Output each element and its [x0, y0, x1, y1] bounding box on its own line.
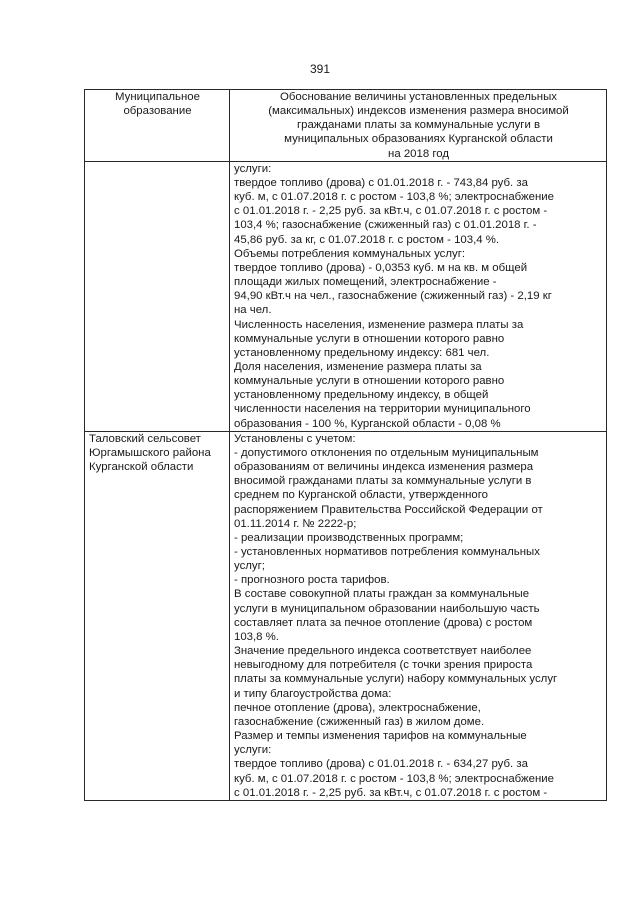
municipality-cell [85, 431, 230, 800]
text-line: установленному предельному индексу, в общей [234, 389, 489, 402]
text-line: площади жилых помещений, электроснабжение - [234, 276, 497, 289]
text-line: вносимой гражданами платы за коммунальные услуги в [234, 475, 532, 488]
text-line: услуг; [234, 560, 265, 573]
header-line: Обоснование величины установленных предельных [280, 91, 557, 103]
text-line: 103,4 %; газоснабжение (сжиженный газ) с 01.01.2018 г. - [234, 219, 537, 232]
text-line: Доля населения, изменение размера платы за [234, 360, 482, 373]
text-line: - прогнозного роста тарифов. [234, 574, 390, 587]
text-line: В составе совокупной платы граждан за коммунальные [234, 588, 530, 601]
text-line: Значение предельного индекса соответствует наиболее [234, 645, 532, 658]
header-line: (максимальных) индексов изменения размера вносимой [268, 105, 569, 118]
table-row [85, 161, 607, 431]
text-line: и типу благоустройства дома: [234, 687, 392, 700]
justification-cell [230, 161, 607, 431]
text-line: распоряжением Правительства Российской Федерации от [234, 503, 543, 516]
text-line: невыгодному для потребителя (с точки зрения прироста [234, 659, 533, 672]
text-line: Курганской области [89, 461, 194, 474]
text-line: газоснабжение (сжиженный газ) в жилом доме. [234, 715, 485, 728]
text-line: - реализации производственных программ; [234, 531, 464, 544]
text-line: платы за коммунальные услуги) набору коммунальных услуг [234, 673, 558, 686]
text-line: коммунальные услуги в отношении которого равно [234, 332, 505, 345]
text-line: Размер и темпы изменения тарифов на коммунальные [234, 730, 527, 743]
table-row [85, 431, 607, 800]
header-justification [230, 90, 607, 162]
header-line: муниципальных образованиях Курганской области [284, 133, 553, 146]
text-line: на чел. [234, 304, 272, 317]
text-line: 01.11.2014 г. № 2222-р; [234, 517, 357, 530]
text-line: услуги в муниципальном образовании наибольшую часть [234, 602, 540, 615]
text-line: услуги: [234, 744, 272, 757]
header-municipality [85, 90, 230, 162]
text-line: 94,90 кВт.ч на чел., газоснабжение (сжиженный газ) - 2,19 кг [234, 290, 552, 303]
text-line: твердое топливо (дрова) с 01.01.2018 г. - 743,84 руб. за [234, 176, 528, 189]
text-line: с 01.01.2018 г. - 2,25 руб. за кВт.ч, с 01.07.2018 г. с ростом - [234, 205, 548, 218]
tariff-justification-table [84, 89, 607, 801]
text-line: среднем по Курганской области, утвержденного [234, 489, 488, 502]
page-number: 391 [309, 62, 331, 76]
text-line: образования - 100 %, Курганской области - 0,08 % [234, 417, 501, 430]
table-header-row [85, 90, 607, 162]
text-line: Таловский сельсовет [89, 432, 201, 445]
text-line: Объемы потребления коммунальных услуг: [234, 247, 466, 260]
header-line: образование [123, 105, 192, 118]
text-line: с 01.01.2018 г. - 2,25 руб. за кВт.ч, с 01.07.2018 г. с ростом - [234, 786, 548, 799]
text-line: - допустимого отклонения по отдельным муниципальным [234, 446, 539, 459]
header-line: на 2018 год [388, 147, 449, 160]
text-line: Юргамышского района [89, 446, 211, 459]
municipality-cell [85, 161, 230, 431]
text-line: составляет плата за печное отопление (дрова) с ростом [234, 616, 533, 629]
text-line: 103,8 %. [234, 630, 279, 643]
text-line: куб. м, с 01.07.2018 г. с ростом - 103,8 %; электроснабжение [234, 772, 555, 785]
text-line: твердое топливо (дрова) - 0,0353 куб. м на кв. м общей [234, 261, 528, 274]
header-line: гражданами платы за коммунальные услуги в [296, 119, 541, 132]
text-line: численности населения на территории муниципального [234, 403, 531, 416]
text-line: установленному предельному индексу: 681 чел. [234, 346, 490, 359]
text-line: твердое топливо (дрова) с 01.01.2018 г. - 634,27 руб. за [234, 758, 528, 771]
text-line: Численность населения, изменение размера платы за [234, 318, 524, 331]
text-line: услуги: [234, 162, 272, 175]
text-line: печное отопление (дрова), электроснабжение, [234, 701, 481, 714]
text-line: куб. м, с 01.07.2018 г. с ростом - 103,8 %; электроснабжение [234, 191, 555, 204]
text-line: 45,86 руб. за кг, с 01.07.2018 г. с ростом - 103,4 %. [234, 233, 500, 246]
header-line: Муниципальное [115, 91, 200, 103]
text-line: образованиям от величины индекса изменения размера [234, 461, 534, 474]
text-line: - установленных нормативов потребления коммунальных [234, 546, 540, 558]
text-line: коммунальные услуги в отношении которого равно [234, 375, 505, 388]
text-line: Установлены с учетом: [234, 432, 356, 445]
justification-cell [230, 431, 607, 800]
